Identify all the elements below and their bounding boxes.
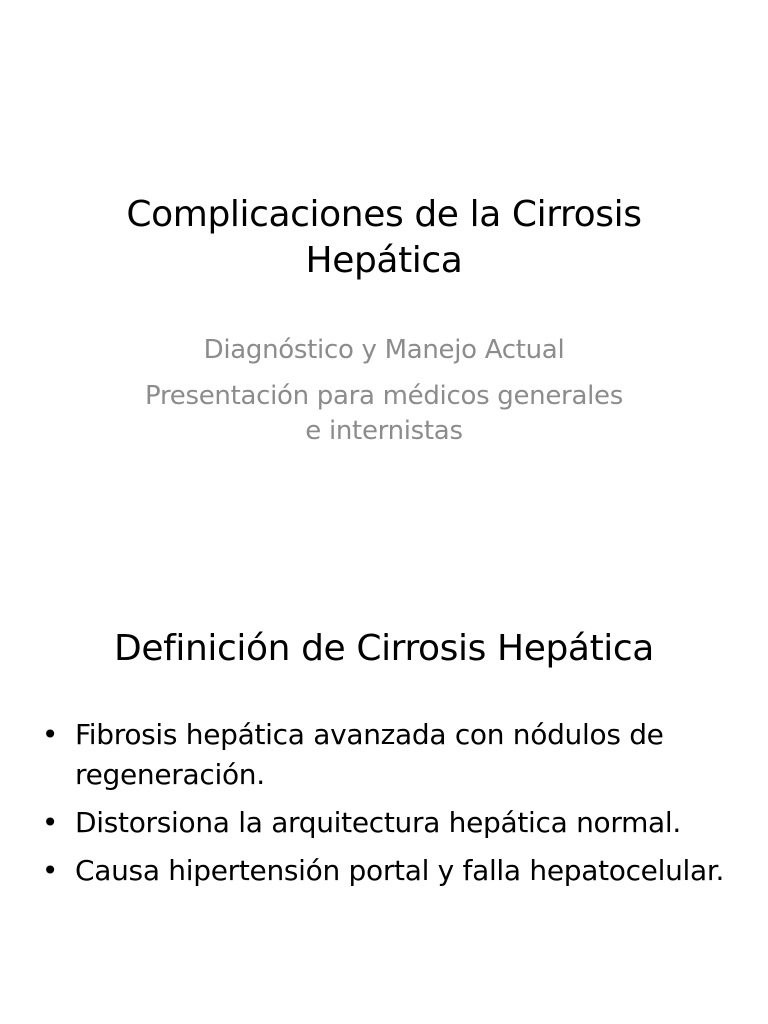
presentation-subtitle (100, 333, 668, 449)
subtitle-line-2: Presentación para médicos generales (145, 381, 623, 411)
bullet-item (40, 715, 730, 795)
presentation-title (58, 192, 710, 284)
bullet-text: Distorsiona la arquitectura hepática normal. (75, 806, 681, 839)
bullet-icon: • (41, 806, 59, 839)
title-line-2: Hepática (305, 240, 463, 281)
bullet-text: Causa hipertensión portal y falla hepatocelular. (75, 854, 725, 887)
bullet-item (40, 851, 730, 891)
subtitle-line-3: e internistas (305, 416, 463, 446)
slide-title: Definición de Cirrosis Hepática (114, 628, 654, 669)
bullet-text: Fibrosis hepática avanzada con nódulos de regeneración. (75, 718, 664, 791)
title-line-1: Complicaciones de la Cirrosis (126, 194, 642, 235)
bullet-item (40, 803, 730, 843)
bullet-icon: • (41, 854, 59, 887)
subtitle-line-1: Diagnóstico y Manejo Actual (203, 335, 565, 365)
bullet-icon: • (41, 718, 59, 751)
definition-slide (0, 576, 768, 1024)
bullet-list (40, 715, 730, 899)
